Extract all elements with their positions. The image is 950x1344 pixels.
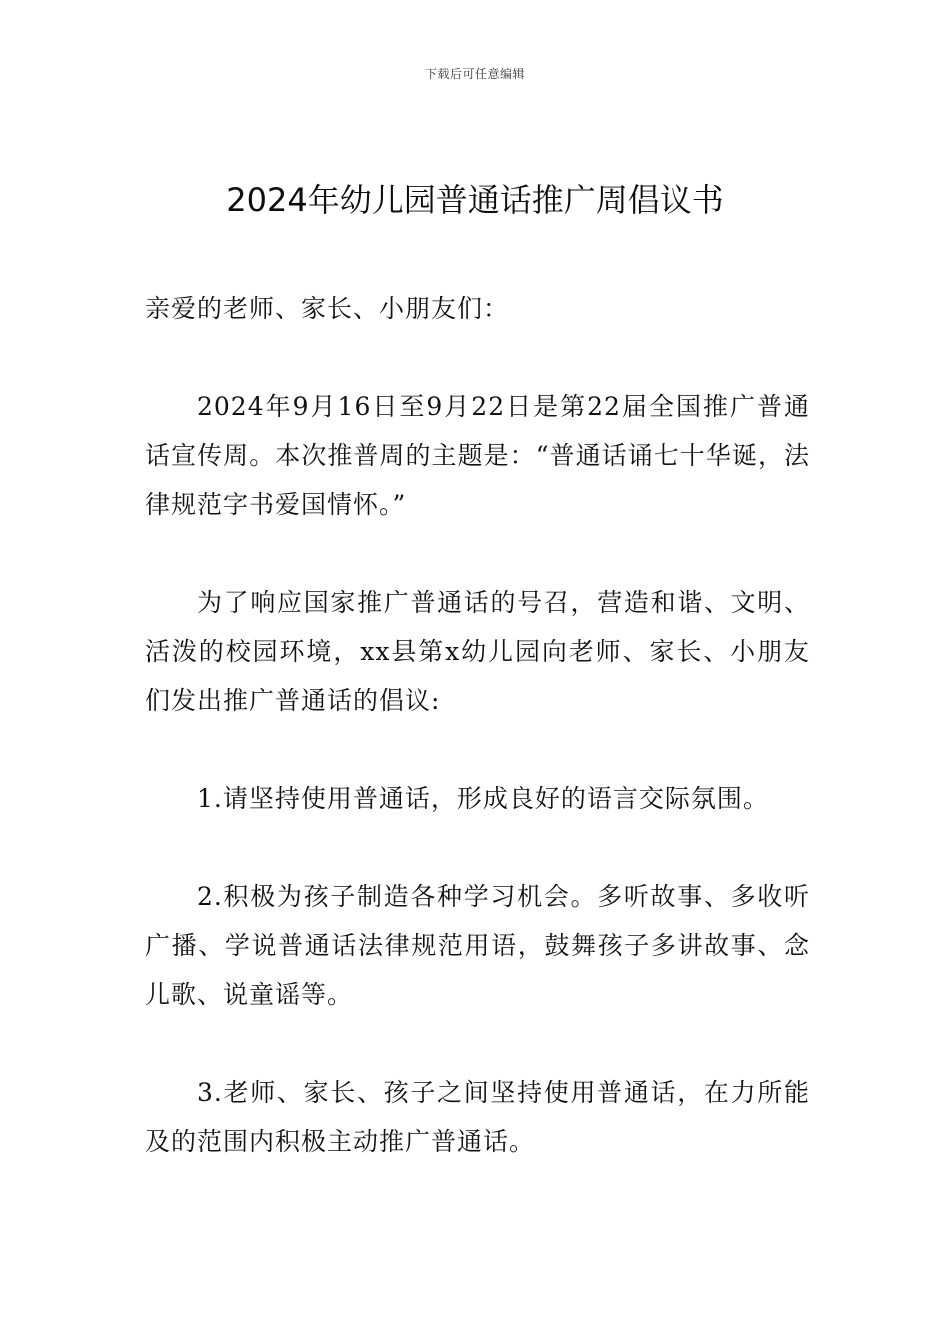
proposal-item-1: 1.请坚持使用普通话，形成良好的语言交际氛围。 [197, 784, 769, 813]
salutation: 亲爱的老师、家长、小朋友们： [145, 294, 510, 323]
paragraph-proposal: 为了响应国家推广普通话的号召，营造和谐、文明、活泼的校园环境，xx县第x幼儿园向老师、家长、小朋友们发出推广普通话的倡议: [145, 588, 810, 715]
header-note: 下载后可任意编辑 [424, 67, 525, 81]
paragraph-spacer [145, 1019, 810, 1068]
paragraph-spacer [145, 333, 810, 382]
paragraph-intro: 2024年9月16日至9月22日是第22届全国推广普通话宣传周。本次推普周的主题是：“普通话诵七十华诞，法律规范字书爱国情怀。” [145, 392, 810, 519]
paragraph-spacer [145, 823, 810, 872]
paragraph-spacer [145, 725, 810, 774]
paragraph-spacer [145, 529, 810, 578]
document-body [145, 284, 810, 1166]
proposal-item-2: 2.积极为孩子制造各种学习机会。多听故事、多收听广播、学说普通话法律规范用语，鼓舞孩子多讲故事、念儿歌、说童谣等。 [145, 882, 810, 1009]
proposal-item-3: 3.老师、家长、孩子之间坚持使用普通话，在力所能及的范围内积极主动推广普通话。 [145, 1078, 810, 1156]
document-title: 2024年幼儿园普通话推广周倡议书 [226, 181, 724, 219]
